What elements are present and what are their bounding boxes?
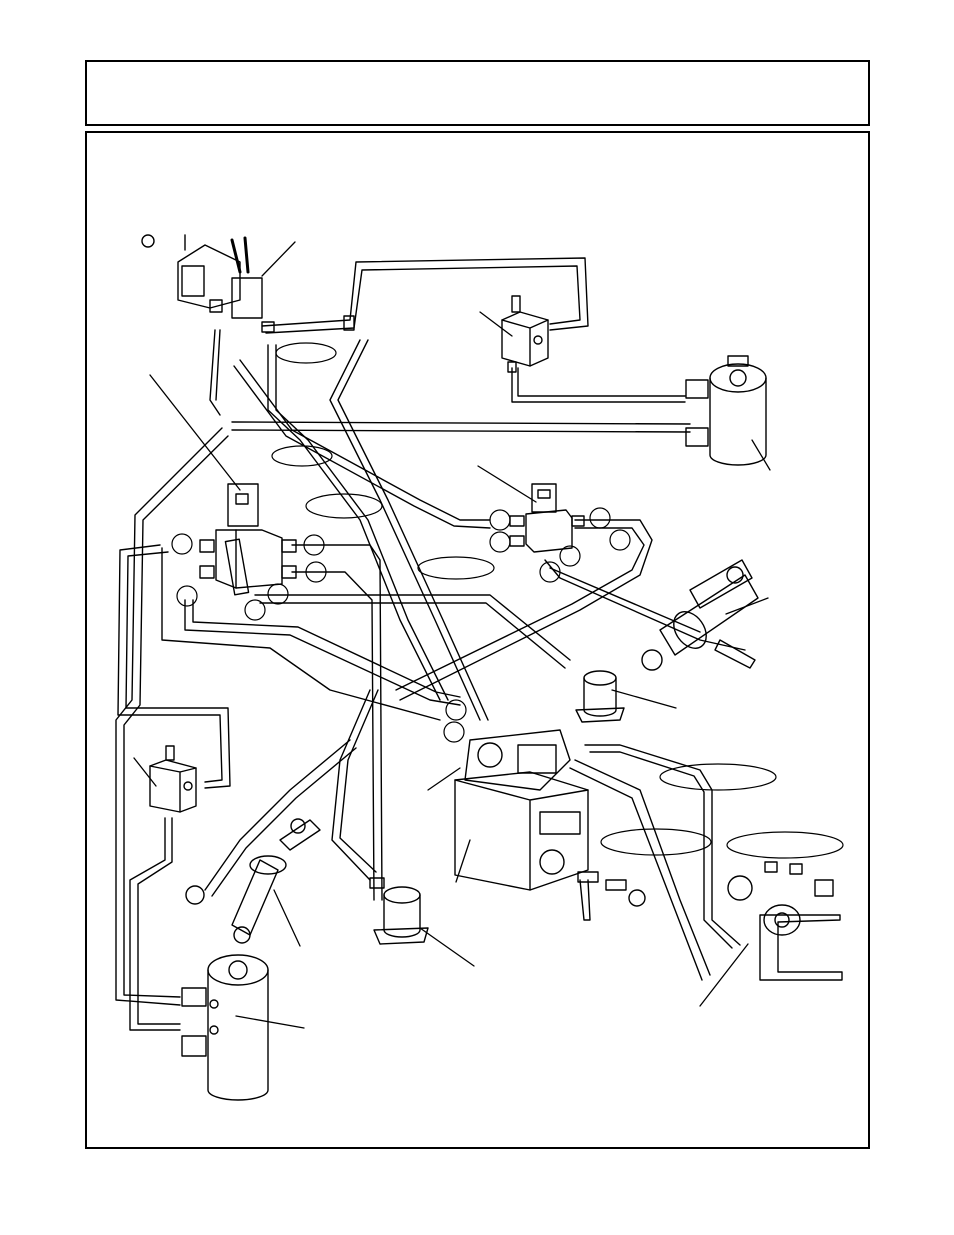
hose-mid-group-7 [162, 548, 440, 720]
hose-diagonal-c [268, 345, 440, 700]
hose-left-motor-1 [332, 690, 370, 880]
hose-tee-to-cylinder [232, 422, 690, 432]
callout-circle [490, 510, 510, 530]
port-fitting [200, 540, 214, 552]
hose-mid-group-5 [185, 600, 460, 705]
figure-caption [90, 1160, 860, 1180]
hose-relief-to-cylinder [512, 368, 685, 402]
callout-bubbles [172, 343, 843, 858]
bracket-window [182, 266, 204, 296]
mount-lug-upper [182, 988, 206, 1006]
hydraulic-motor-right [576, 671, 624, 722]
solenoid-valve-left [200, 484, 296, 595]
callout-circle [560, 546, 580, 566]
callout-circle [610, 530, 630, 550]
port-fitting [282, 540, 296, 552]
hydraulic-motor-left [370, 878, 428, 944]
hose-right-sol-3 [545, 560, 745, 650]
lift-cylinder-upper-right [686, 356, 766, 465]
callout-oval [727, 832, 843, 858]
hose-diagonal-d [276, 345, 448, 700]
callout-oval [418, 557, 494, 579]
hoses [116, 258, 745, 1030]
fitting-icon [765, 862, 777, 872]
lift-cylinder-lower-left [182, 955, 268, 1100]
hose-right-sol-2 [396, 528, 644, 690]
callout-circle [177, 586, 197, 606]
power-unit-reservoir [455, 730, 590, 920]
mount-lug-lower [182, 1036, 206, 1056]
mounting-bracket [178, 245, 240, 308]
hose-diagonal-a [330, 340, 480, 720]
hose-pump-return-4 [570, 768, 702, 980]
callout-circle [268, 584, 288, 604]
hose-right-sol-4 [550, 568, 700, 632]
callout-circle [444, 722, 464, 742]
callout-circle [446, 700, 466, 720]
port-fitting [200, 566, 214, 578]
relief-valve-lower-left [150, 746, 196, 812]
port-fitting [572, 516, 584, 526]
hose-left-descent-inner [124, 436, 228, 997]
fitting-icon [790, 864, 802, 874]
hose-lower-relief-down-inner [138, 818, 180, 1024]
mount-lug-upper [686, 380, 708, 398]
mount-lug-lower [686, 428, 708, 446]
hose-mid-group-6 [193, 600, 460, 697]
pump-assembly [728, 862, 842, 980]
solenoid-valve-right [510, 484, 584, 552]
control-handle-icon [232, 238, 248, 272]
control-valve-assembly [142, 235, 354, 415]
fitting-icon [262, 322, 274, 332]
callout-circle [172, 534, 192, 554]
callout-circle [490, 532, 510, 552]
callout-circle [590, 508, 610, 528]
wire-harness [210, 330, 220, 415]
hose-mid-group-2 [292, 572, 374, 900]
hose-left-descent [116, 428, 222, 1005]
control-valve-body [232, 278, 262, 318]
callout-oval [660, 764, 776, 790]
hose-pump-return-3 [575, 760, 710, 975]
tilt-cylinder-left [186, 819, 320, 943]
knob-icon [142, 235, 154, 247]
port-fitting [510, 536, 524, 546]
valve-spool [225, 539, 248, 595]
elbow-fitting [815, 880, 833, 896]
callout-circle [245, 600, 265, 620]
hose-diagonal-b [338, 340, 488, 720]
port-fitting [510, 516, 524, 526]
hose-left-tilt-1 [205, 740, 350, 890]
motor-endcap [540, 850, 564, 874]
hose-mid-group-1 [292, 545, 382, 900]
hose-mid-group-4 [260, 603, 565, 668]
wire-harness-2 [216, 330, 220, 400]
callout-oval [276, 343, 336, 363]
hose-relief-to-cylinder-inner [518, 368, 685, 396]
